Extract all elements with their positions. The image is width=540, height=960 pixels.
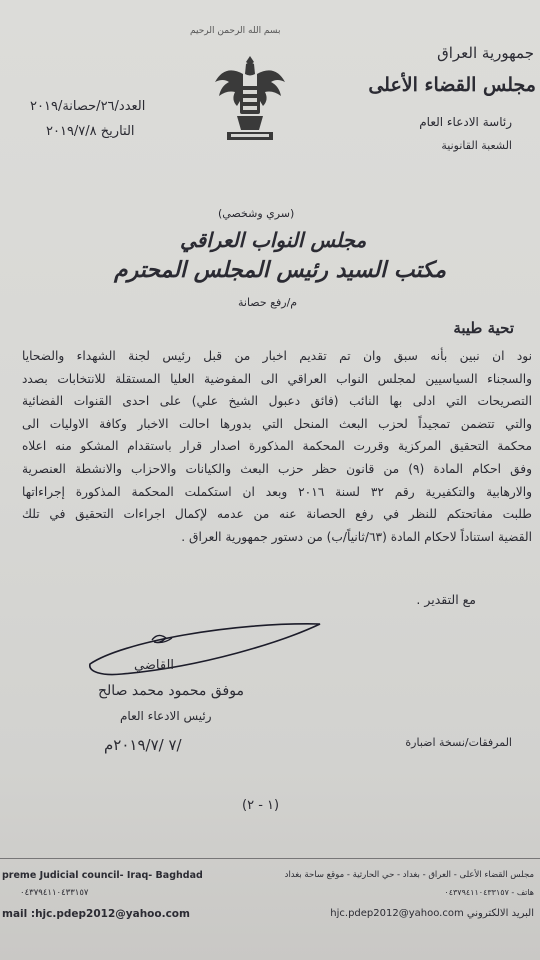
body-line: والارهابية والتكفيرية رقم ٣٢ لسنة ٢٠١٦ وبعد ان استكملت المحكمة المذكورة إجراءاتها — [22, 484, 532, 499]
body-line: والسجناء السياسيين لمجلس النواب العراقي الى المفوضية العليا المستقلة للانتخابات بصدد — [22, 371, 532, 386]
body-line: محكمة التحقيق المركزية وقررت المحكمة المذكورة اصدار قرار باستقدام المشكو منه اعلاه — [22, 439, 532, 454]
reference-number: العدد/٢٦/حصانة/٢٠١٩ — [30, 99, 146, 114]
classification-label: (سري وشخصي) — [218, 207, 295, 220]
presidency-name: رئاسة الادعاء العام — [419, 115, 512, 129]
handwritten-signature — [82, 612, 332, 692]
footer-divider — [0, 858, 540, 859]
addressee: مجلس النواب العراقي — [180, 228, 367, 252]
body-line: والتي تتضمن تمجيداً لحزب البعث المنحل التي بدورها احالت الاخبار وكافة الاوليات الى — [22, 416, 532, 431]
basmala: بسم الله الرحمن الرحيم — [190, 26, 281, 36]
body-line: التصريحات التي ادلى بها النائب (فائق دعبول الشيخ علي) على احدى القنوات الفضائية — [22, 394, 532, 409]
footer-email-left: mail :hjc.pdep2012@yahoo.com — [2, 908, 190, 920]
page-number: (١ - ٢) — [242, 798, 280, 813]
closing-phrase: مع التقدير . — [416, 592, 476, 607]
subject-line: م/رفع حصانة — [238, 296, 298, 309]
footer-phone-left: ٠٤٣٧٩٤١١٠٤٣٣١٥٧ — [20, 888, 89, 898]
footer-arabic-address: مجلس القضاء الأعلى - العراق - بغداد - حي الحارثية - موقع ساحة بغداد — [284, 870, 534, 880]
signatory-name: موفق محمود محمد صالح — [98, 683, 244, 699]
council-name: مجلس القضاء الأعلى — [368, 74, 536, 96]
footer-email-right: البريد الالكتروني hjc.pdep2012@yahoo.com — [330, 908, 534, 919]
letter-body — [22, 345, 532, 548]
letter-date: التاريخ ٢٠١٩/٧/٨ — [46, 124, 135, 139]
body-line: نود ان نبين بأنه سبق وان تم تقديم اخبار من قبل رئيس لجنة الشهداء والضحايا — [22, 349, 532, 363]
body-line: طلبت مفاتحتكم للنظر في رفع الحصانة عنه من عدمه لإكمال اجراءات التحقيق في تلك — [22, 507, 532, 522]
country-name: جمهورية العراق — [437, 44, 534, 62]
signatory-title: القاضي — [134, 658, 174, 673]
signature-date: /٧ /٢٠١٩/٧م — [104, 736, 182, 754]
body-line: وفق احكام المادة (٩) من قانون حظر حزب البعث والكيانات والاحزاب والانشطة العنصرية — [22, 461, 532, 476]
greeting: تحية طيبة — [453, 319, 514, 337]
body-line: القضية استناداً لاحكام المادة (٦٣/ثانياً/ب) من دستور جمهورية العراق . — [181, 529, 532, 544]
addressee-office: مكتب السيد رئيس المجلس المحترم — [114, 257, 447, 283]
signatory-position: رئيس الادعاء العام — [120, 709, 212, 723]
division-name: الشعبة القانونية — [441, 139, 512, 152]
attachments-note: المرفقات/نسخة اضبارة — [405, 736, 512, 749]
iraq-eagle-emblem-icon — [213, 52, 287, 144]
footer-phone-right: هاتف - ٠٤٣٧٩٤١١٠٤٣٣١٥٧ — [444, 888, 534, 897]
footer-english-address: preme Judicial council- Iraq- Baghdad — [2, 870, 203, 881]
